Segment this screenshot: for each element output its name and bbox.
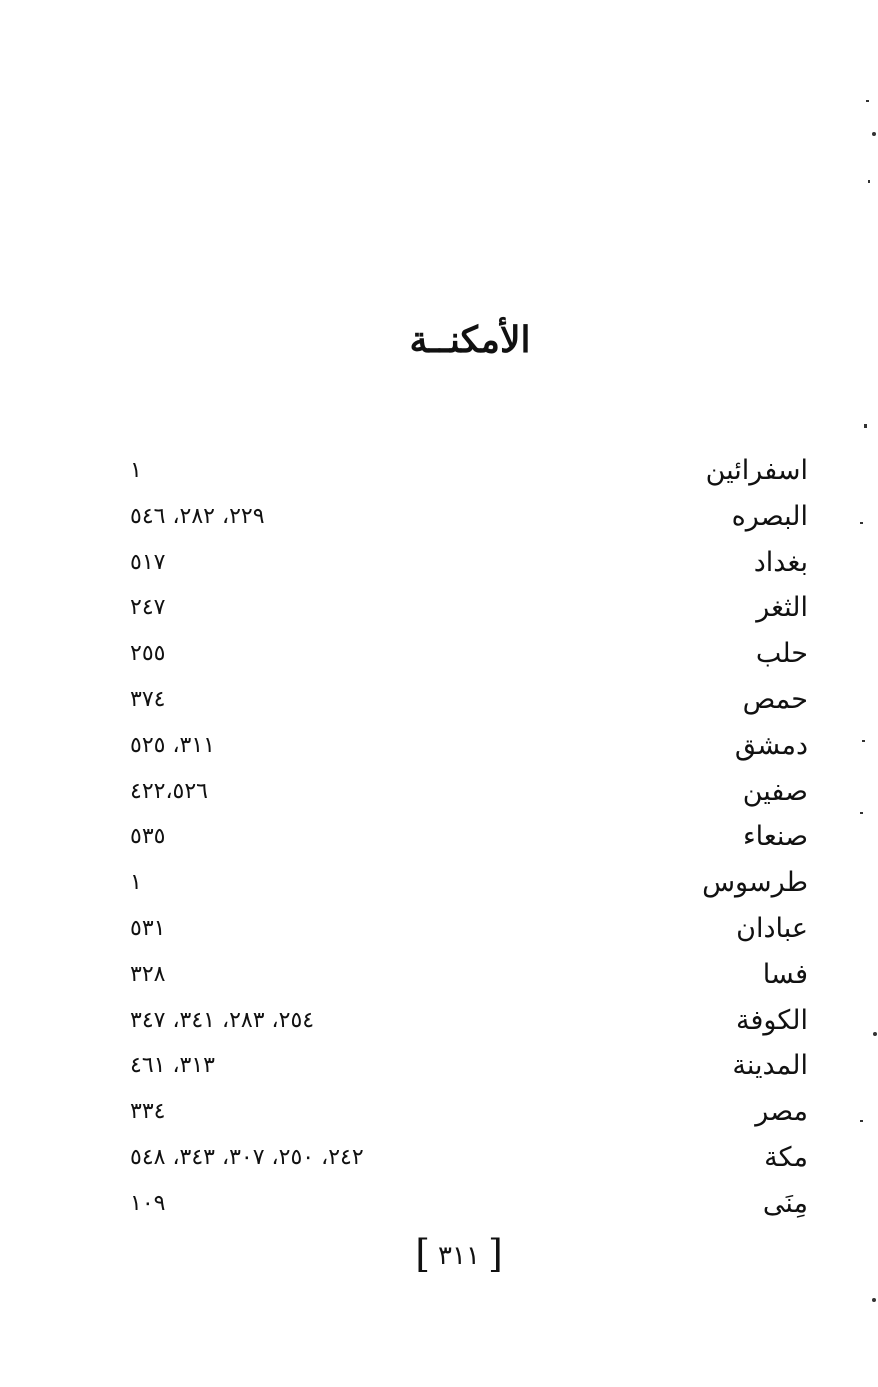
page-references: ٣٣٤ [130, 1099, 166, 1125]
page-references: ٣١١، ٥٢٥ [130, 732, 215, 758]
place-name: حمص [742, 683, 808, 715]
page-references: ٣٢٨ [130, 961, 166, 987]
place-name: المدينة [732, 1050, 808, 1082]
scan-speck [872, 1298, 876, 1302]
place-name: صنعاء [742, 821, 808, 853]
index-entry [130, 814, 808, 860]
index-entry [130, 723, 808, 769]
place-name: مِنَى [762, 1187, 808, 1219]
page-references: ٣١٣، ٤٦١ [130, 1053, 215, 1079]
scan-speck [868, 180, 870, 183]
page-references: ٢٥٥ [130, 641, 166, 667]
page-number-footer [0, 1232, 878, 1278]
scan-speck [860, 522, 863, 524]
place-name: الثغر [756, 592, 808, 624]
index-entry [130, 585, 808, 631]
page-title: الأمكنــة [409, 319, 531, 361]
index-entry [130, 677, 808, 723]
page-references: ٤٢٢،٥٢٦ [130, 778, 208, 804]
place-name: طرسوس [702, 867, 808, 899]
index-entry [130, 540, 808, 586]
page-references: ٣٧٤ [130, 686, 166, 712]
scan-speck [864, 424, 867, 428]
open-bracket: [ [415, 1232, 431, 1276]
index-entry [130, 494, 808, 540]
place-name: البصره [731, 500, 808, 532]
place-name: حلب [755, 638, 808, 670]
place-name: فسا [762, 958, 808, 990]
page-references: ٢٢٩، ٢٨٢، ٥٤٦ [130, 503, 265, 529]
scan-speck [860, 812, 863, 814]
scan-speck [860, 1120, 863, 1122]
scan-speck [872, 132, 876, 136]
index-entry [130, 952, 808, 998]
place-name: مصر [755, 1096, 808, 1128]
page-references: ١ [130, 870, 142, 896]
index-entry [130, 1181, 808, 1227]
page-references: ٥٣٥ [130, 824, 166, 850]
index-entry [130, 906, 808, 952]
index-entry [130, 860, 808, 906]
page-references: ٢٤٢، ٢٥٠، ٣٠٧، ٣٤٣، ٥٤٨ [130, 1144, 364, 1170]
index-entry [130, 448, 808, 494]
index-entry [130, 998, 808, 1044]
place-name: الكوفة [736, 1004, 808, 1036]
place-name: دمشق [734, 729, 808, 761]
page-references: ١ [130, 458, 142, 483]
index-entry [130, 631, 808, 677]
place-name: صفين [742, 775, 808, 807]
page-references: ٥٣١ [130, 915, 166, 941]
place-name: عبادان [736, 912, 808, 944]
page-references: ٢٤٧ [130, 595, 166, 621]
page-references: ٢٥٤، ٢٨٣، ٣٤١، ٣٤٧ [130, 1007, 315, 1033]
place-name: مكة [764, 1141, 808, 1173]
place-name: بغداد [753, 546, 808, 578]
index-entry [130, 1089, 808, 1135]
index-entry [130, 1135, 808, 1181]
scan-speck [873, 1032, 877, 1036]
index-entry [130, 1043, 808, 1089]
places-index-list [130, 448, 808, 1227]
page-number: ٣١١ [438, 1241, 480, 1271]
page-references: ١٠٩ [130, 1190, 166, 1216]
place-name: اسفرائين [705, 455, 808, 486]
index-entry [130, 769, 808, 815]
close-bracket: ] [487, 1232, 503, 1276]
scan-speck [862, 740, 865, 742]
scan-speck [866, 100, 869, 102]
page-references: ٥١٧ [130, 549, 166, 575]
